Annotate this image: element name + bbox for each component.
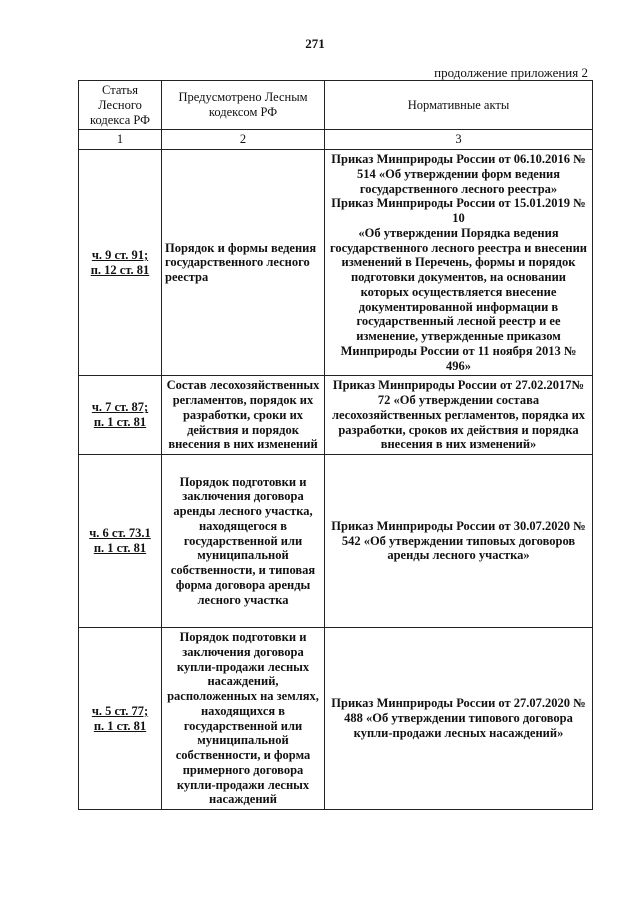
header-provision: Предусмотрено Лесным кодексом РФ	[162, 81, 325, 130]
acts-cell	[325, 455, 593, 628]
header-article: Статья Лесного кодекса РФ	[79, 81, 162, 130]
act-text: Приказ Минприроды России от 15.01.2019 № 10	[331, 196, 586, 225]
provision-cell: Порядок подготовки и заключения договора аренды лесного участка, находящегося в государственной или муниципальной собственности, и типовая форма договора аренды лесного участка	[162, 455, 325, 628]
article-cell	[79, 150, 162, 376]
table-row	[79, 376, 593, 455]
normative-acts-table	[78, 80, 593, 810]
page-number: 271	[305, 36, 325, 51]
article-link[interactable]: ч. 6 ст. 73.1	[89, 526, 151, 541]
act-text: Приказ Минприроды России от 30.07.2020 № 542 «Об утверждении типовых договоров аренды лесного участка»	[331, 518, 586, 563]
column-number: 3	[325, 130, 593, 150]
article-link[interactable]: ч. 5 ст. 77;	[91, 703, 149, 718]
header-acts: Нормативные акты	[325, 81, 593, 130]
acts-cell	[325, 150, 593, 376]
header-row	[79, 81, 593, 130]
column-number: 1	[79, 130, 162, 150]
article-link[interactable]: ч. 7 ст. 87;	[91, 400, 149, 415]
acts-cell	[325, 376, 593, 455]
article-cell	[79, 628, 162, 810]
column-number-row	[79, 130, 593, 150]
table-row	[79, 455, 593, 628]
article-link[interactable]: п. 12 ст. 81	[90, 262, 150, 277]
article-link[interactable]: ч. 9 ст. 91;	[91, 247, 149, 262]
table-row	[79, 150, 593, 376]
table-row	[79, 628, 593, 810]
article-link[interactable]: п. 1 ст. 81	[93, 415, 147, 430]
provision-cell: Состав лесохозяйственных регламентов, порядок их разработки, сроки их действия и порядок внесения в них изменений	[162, 376, 325, 455]
article-cell	[79, 376, 162, 455]
act-text: Приказ Минприроды России от 27.02.2017№ 72 «Об утверждении состава лесохозяйственных регламентов, порядка их разработки, сроков их действия и порядка внесения в них изменений»	[331, 378, 586, 452]
continuation-note: продолжение приложения 2	[434, 65, 588, 80]
act-text: Приказ Минприроды России от 06.10.2016 № 514 «Об утверждении форм ведения государственного лесного реестра»	[331, 152, 586, 196]
acts-cell	[325, 628, 593, 810]
column-number: 2	[162, 130, 325, 150]
article-link[interactable]: п. 1 ст. 81	[93, 718, 147, 733]
article-cell	[79, 455, 162, 628]
act-text: Приказ Минприроды России от 27.07.2020 № 488 «Об утверждении типового договора купли-продажи лесных насаждений»	[331, 696, 586, 740]
article-link[interactable]: п. 1 ст. 81	[93, 541, 147, 555]
provision-cell: Порядок подготовки и заключения договора купли-продажи лесных насаждений, расположенных на землях, находящихся в государственной или муниципальной собственности, и форма примерного договора купли-продажи лесных насаждений	[162, 628, 325, 810]
provision-cell: Порядок и формы ведения государственного лесного реестра	[162, 150, 325, 376]
act-text: «Об утверждении Порядка ведения государственного лесного реестра и внесении изменений в Перечень, формы и порядок подготовки документов, на основании которых осуществляется внесение документированной информации в государственный лесной реестр и ее изменение, утвержденные приказом Минприроды России от 11 ноября 2013 № 496»	[329, 225, 588, 373]
